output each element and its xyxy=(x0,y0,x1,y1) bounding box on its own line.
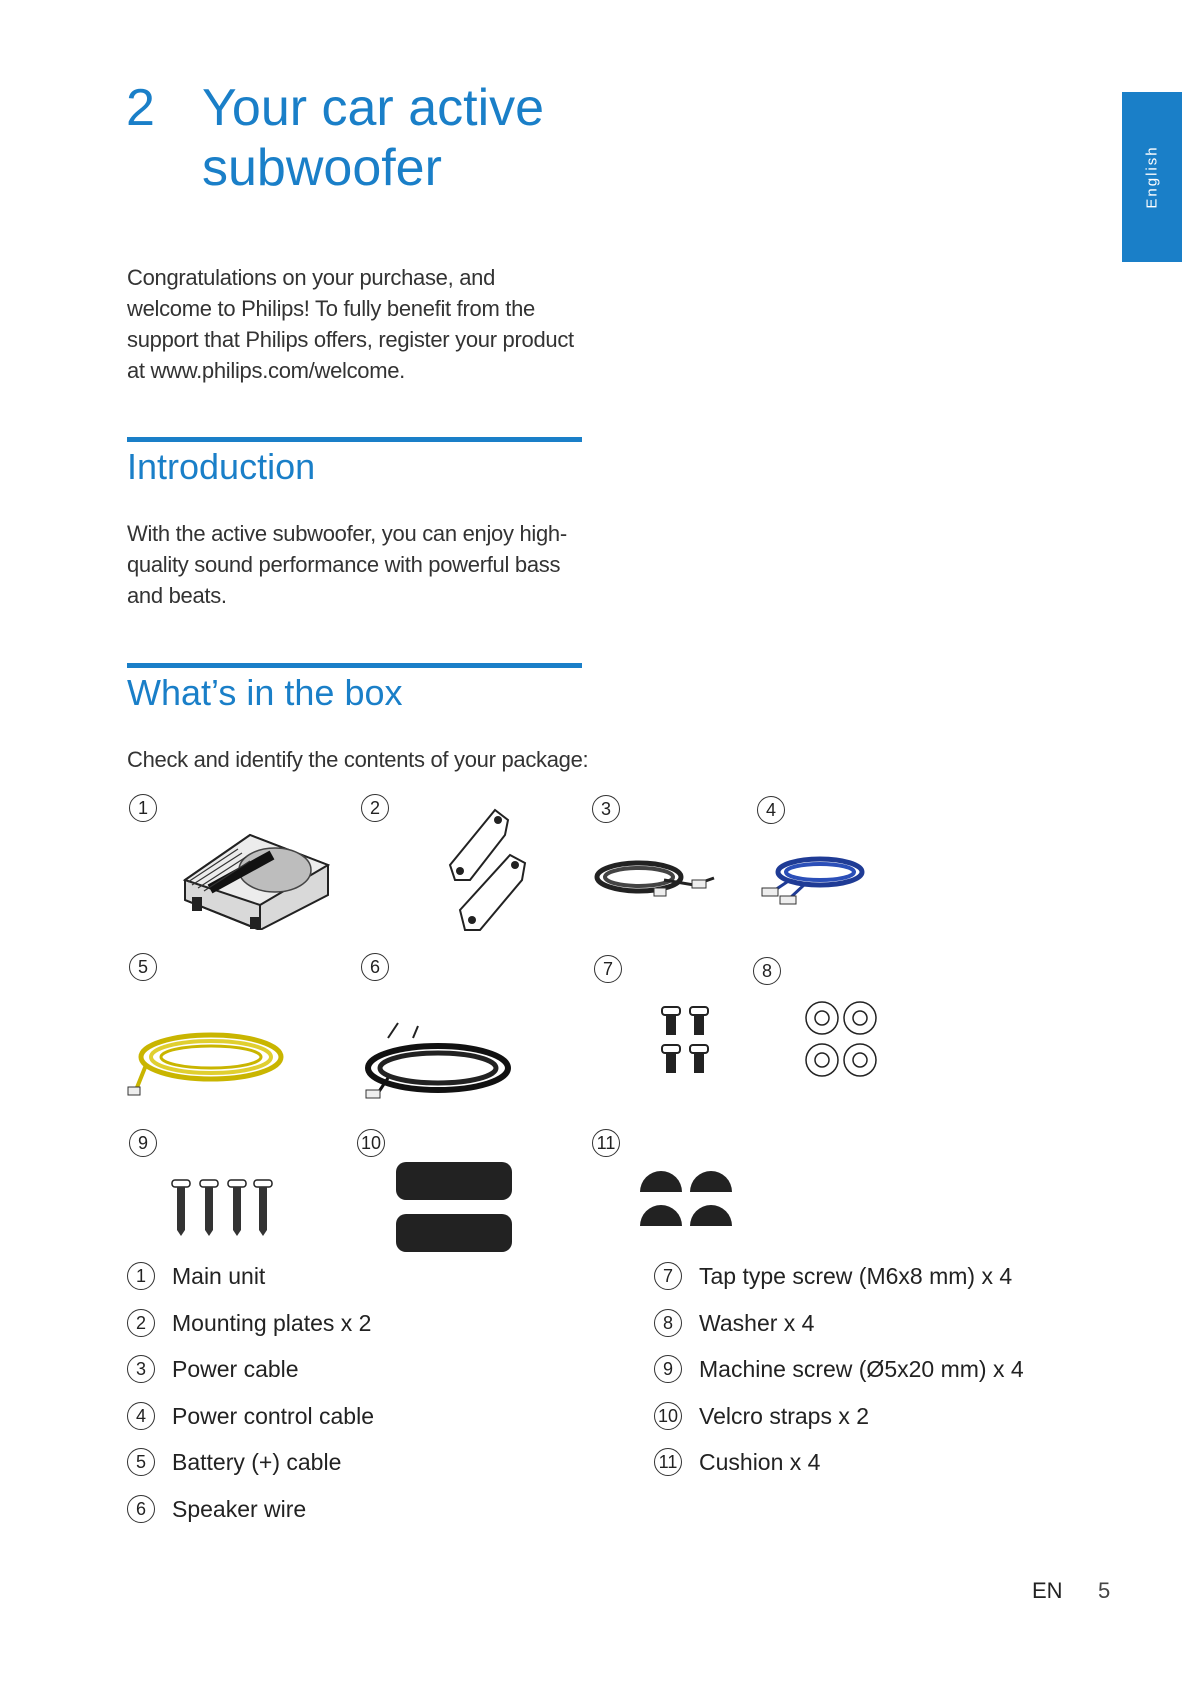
list-item xyxy=(654,1309,1094,1356)
items-list-left xyxy=(127,1262,547,1541)
list-item xyxy=(127,1402,547,1449)
item-number: 4 xyxy=(127,1402,155,1430)
introduction-heading: Introduction xyxy=(127,446,316,487)
chapter-title-line1: Your car active xyxy=(202,79,545,137)
washers-image xyxy=(804,1000,880,1080)
list-item xyxy=(127,1448,547,1495)
machine-screws-image xyxy=(170,1178,275,1238)
figure-number: 3 xyxy=(592,795,620,823)
cushions-image xyxy=(638,1170,734,1228)
section-divider xyxy=(127,437,582,442)
welcome-line: welcome to Philips! To fully benefit from the xyxy=(127,296,535,321)
item-number: 7 xyxy=(654,1262,682,1290)
figure-number: 7 xyxy=(594,955,622,983)
item-label: Machine screw (Ø5x20 mm) x 4 xyxy=(699,1356,1024,1382)
box-paragraph: Check and identify the contents of your package: xyxy=(127,747,589,772)
list-item xyxy=(654,1262,1094,1309)
list-item xyxy=(127,1355,547,1402)
power-cable-image xyxy=(594,850,719,905)
chapter-title-line2: subwoofer xyxy=(202,139,442,197)
figure-number: 2 xyxy=(361,794,389,822)
mounting-plates-image xyxy=(440,805,540,935)
figure-number: 1 xyxy=(129,794,157,822)
battery-cable-image xyxy=(126,1025,286,1100)
item-label: Power cable xyxy=(172,1356,299,1382)
velcro-straps-image xyxy=(394,1160,514,1255)
introduction-line: and beats. xyxy=(127,583,227,608)
welcome-paragraph xyxy=(127,262,587,386)
speaker-wire-image xyxy=(358,1018,513,1103)
item-label: Main unit xyxy=(172,1263,266,1289)
list-item xyxy=(654,1355,1094,1402)
list-item xyxy=(654,1448,1094,1495)
item-label: Speaker wire xyxy=(172,1495,307,1522)
footer-language: EN xyxy=(1032,1578,1063,1603)
list-item xyxy=(127,1495,547,1542)
item-label: Cushion x 4 xyxy=(699,1449,821,1475)
item-number: 5 xyxy=(127,1448,155,1476)
figure-number: 9 xyxy=(129,1129,157,1157)
figure-number: 5 xyxy=(129,953,157,981)
figure-number: 6 xyxy=(361,953,389,981)
figure-number: 11 xyxy=(592,1129,620,1157)
chapter-number: 2 xyxy=(126,79,155,137)
item-number: 3 xyxy=(127,1355,155,1383)
page-number: 5 xyxy=(1098,1578,1111,1603)
list-item xyxy=(127,1309,547,1356)
chapter-title xyxy=(202,78,544,198)
item-label: Battery (+) cable xyxy=(172,1449,342,1475)
item-number: 9 xyxy=(654,1355,682,1383)
language-tab xyxy=(1122,92,1182,262)
item-number: 2 xyxy=(127,1309,155,1337)
box-heading: What’s in the box xyxy=(127,672,403,713)
section-divider xyxy=(127,663,582,668)
item-number: 8 xyxy=(654,1309,682,1337)
welcome-line: at www.philips.com/welcome. xyxy=(127,358,405,383)
welcome-line: support that Philips offers, register your product xyxy=(127,327,574,352)
introduction-line: quality sound performance with powerful bass xyxy=(127,552,561,577)
power-control-cable-image xyxy=(760,850,870,910)
introduction-line: With the active subwoofer, you can enjoy high- xyxy=(127,521,567,546)
list-item xyxy=(127,1262,547,1309)
item-label: Power control cable xyxy=(172,1402,374,1429)
item-number: 6 xyxy=(127,1495,155,1523)
item-label: Mounting plates x 2 xyxy=(172,1309,372,1336)
language-tab-label: English xyxy=(1143,145,1161,209)
figure-number: 10 xyxy=(357,1129,385,1157)
item-number: 10 xyxy=(654,1402,682,1430)
welcome-line: Congratulations on your purchase, and xyxy=(127,265,496,290)
introduction-paragraph xyxy=(127,518,587,611)
item-number: 11 xyxy=(654,1448,682,1476)
item-number: 1 xyxy=(127,1262,155,1290)
item-label: Washer x 4 xyxy=(699,1309,815,1336)
items-list-right xyxy=(654,1262,1094,1495)
figure-number: 8 xyxy=(753,957,781,985)
list-item xyxy=(654,1402,1094,1449)
item-label: Velcro straps x 2 xyxy=(699,1402,870,1429)
tap-screws-image xyxy=(660,1005,712,1075)
main-unit-image xyxy=(180,825,330,930)
figure-number: 4 xyxy=(757,796,785,824)
item-label: Tap type screw (M6x8 mm) x 4 xyxy=(699,1263,1013,1289)
